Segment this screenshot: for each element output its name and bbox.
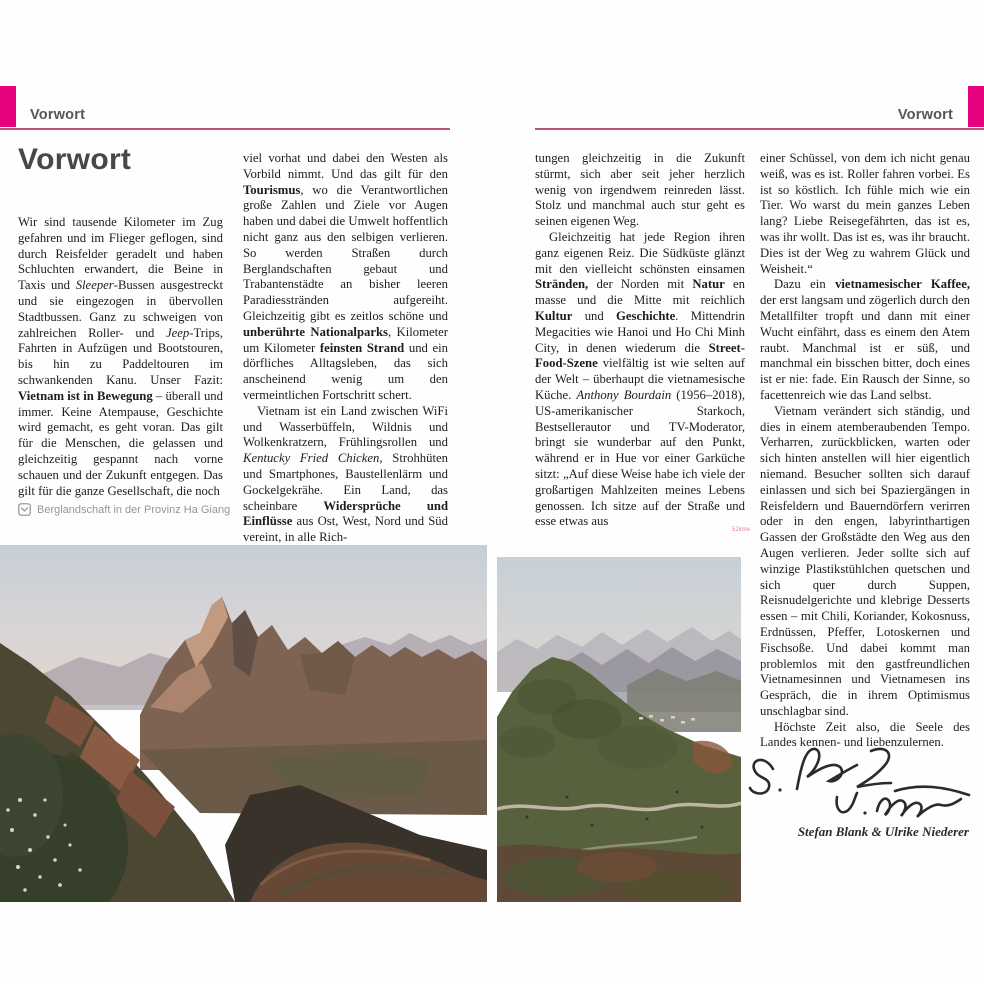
paragraph: Vietnam ist ein Land zwischen WiFi und Wasserbüffeln, Wildnis und Wolkenkratzern, Frühlingsrollen und Kentucky Fried Chicken, Strohhüten und Smartphones, Baustellenlärm und Gockelgekrähe. Ein Land, das scheinbare Widersprüche und Einflüsse aus Ost, West, Nord und Süd vereint, in alle Rich- xyxy=(243,403,448,545)
text-column-left-2 xyxy=(243,151,448,546)
text-column-left-1 xyxy=(18,215,223,499)
paragraph: Höchste Zeit also, die Seele des Landes kennen- und liebenzulernen. xyxy=(760,719,970,750)
header-rule-right xyxy=(535,128,984,130)
paragraph: tungen gleichzeitig in die Zukunft stürmt, sich aber seit jeher herzlich wenig von irgendwem reinreden lässt. Stolz und manchmal auch stur geht es seinen eigenen Weg. xyxy=(535,151,745,229)
page-edge-tab-left xyxy=(0,86,16,127)
paragraph: Gleichzeitig hat jede Region ihren ganz eigenen Reiz. Die Südküste glänzt mit den vielleicht schönsten einsamen Stränden, der Norden mit Natur en masse und die Mitte mit reichlich Kultur und Geschichte. Mittendrin Megacities wie Hanoi und Ho Chi Minh City, in denen wiederum die Street-Food-Szene vielfältig ist wie selten auf der Welt – überhaupt die vietnamesische Küche. Anthony Bourdain (1956–2018), US-amerikanischer Starkoch, Bestsellerautor und TV-Moderator, bringt sie wunderbar auf den Punkt, während er in Hue vor einer Garküche sitzt: „Auf diese Weise habe ich viele der großartigen Mahlzeiten meines Lebens genossen. Ich sitze auf der Straße und esse etwas aus xyxy=(535,229,745,529)
photo-caption xyxy=(18,503,230,516)
running-header-left: Vorwort xyxy=(30,107,86,123)
authors-names: Stefan Blank & Ulrike Niederer xyxy=(797,824,969,839)
paragraph: Vietnam verändert sich ständig, und dies in einem atemberaubenden Tempo. Verharren, zurückblicken, warten oder sich hinten anstellen will hier eigentlich niemand. Besucher sollten sich darauf einlassen und sich bei Spaziergängen in Reisfeldern und Bauerndörfern verirren oder in den engen, labyrinthartigen Gassen der Großstädte den Weg aus den Augen verlieren. Jeder sollte sich auf winzige Plastikstühlchen quetschen und sich quer durch Suppen, Reisnudelgerichte und klebrige Desserts essen – mit Chili, Koriander, Kokosnuss, Erdnüssen, Pfeffer, Lotoskernen und Fischsoße. Und dabei kommt man problemlos mit den gastfreundlichen Vietnamesinnen und Vietnamesen ins Gespräch, die in ihrem Optimismus unschlagbar sind. xyxy=(760,403,970,718)
paragraph: Dazu ein vietnamesischer Kaffee, der erst langsam und zögerlich durch den Metallfilter tropft und dann mit einer Wucht einfährt, dass es einem den Atem raubt. Manchmal ist er süß, und manchmal ein bisschen bitter, doch eines ist er nie: fade. Ein Rausch der Sinne, so facettenreich wie das Land selbst. xyxy=(760,277,970,402)
header-rule-left xyxy=(0,128,450,130)
page-title: Vorwort xyxy=(18,143,132,176)
mountain-photo-right xyxy=(497,557,741,902)
paragraph: Wir sind tausende Kilometer im Zug gefahren und im Flieger geflogen, sind durch Reisfelder geradelt und haben Schluchten erwandert, die Beine in Taxis und Sleeper-Bussen ausgestreckt und sie eingezogen in übervollen Stadtbussen. Ganz zu schweigen von zahlreichen Roller- und Jeep-Trips, Fahrten in Aufzügen und Bootstouren, bis hin zu Paddeltouren im schwankenden Kanu. Unser Fazit: Vietnam ist in Bewegung – überall und immer. Keine Atempause, Geschichte wird gemacht, es geht voran. Das gilt für die Menschen, die gelassen und gleichzeitig gespannt nach vorne schauen und der Zukunft entgegen. Das gilt für die ganze Gesellschaft, die noch xyxy=(18,215,223,498)
authors-signature xyxy=(745,745,975,825)
photo-credit-text: 52kme xyxy=(731,527,750,533)
paragraph: viel vorhat und dabei den Westen als Vorbild nimmt. Und das gilt für den Tourismus, wo die Verantwortlichen große Zahlen und Ziele vor Augen haben und dabei die Umwelt hoffentlich nicht ganz aus den selbigen verlieren. So werden Straßen durch Berglandschaften gebaut und Trabantenstädte an bisher leeren Paradiesstränden aufgereiht. Gleichzeitig gibt es zeitlos schöne und unberührte Nationalparks, Kilometer um Kilometer feinsten Strand und ein dörfliches Alltagsleben, das sich anscheinend wenig um den vermeintlichen Fortschritt schert. xyxy=(243,151,449,402)
text-column-right-2 xyxy=(760,151,970,751)
paragraph: einer Schüssel, von dem ich nicht genau weiß, was es ist. Roller fahren vorbei. Es ist so köstlich. Ich fühle mich wie ein Tier. Wo warst du mein ganzes Leben lang? Liebe Reisegefährten, das ist es, was ihr wollt. Das ist es, was ihr braucht. Dies ist der Weg zu wahrem Glück und Weisheit.“ xyxy=(760,151,970,276)
page-edge-tab-right xyxy=(968,86,984,127)
mountain-photo-left xyxy=(0,545,487,902)
text-column-right-1 xyxy=(535,151,745,530)
photo-caption-text: Berglandschaft in der Provinz Ha Giang xyxy=(37,503,231,516)
caption-chevron-icon xyxy=(18,503,31,516)
running-header-right: Vorwort xyxy=(897,107,953,123)
